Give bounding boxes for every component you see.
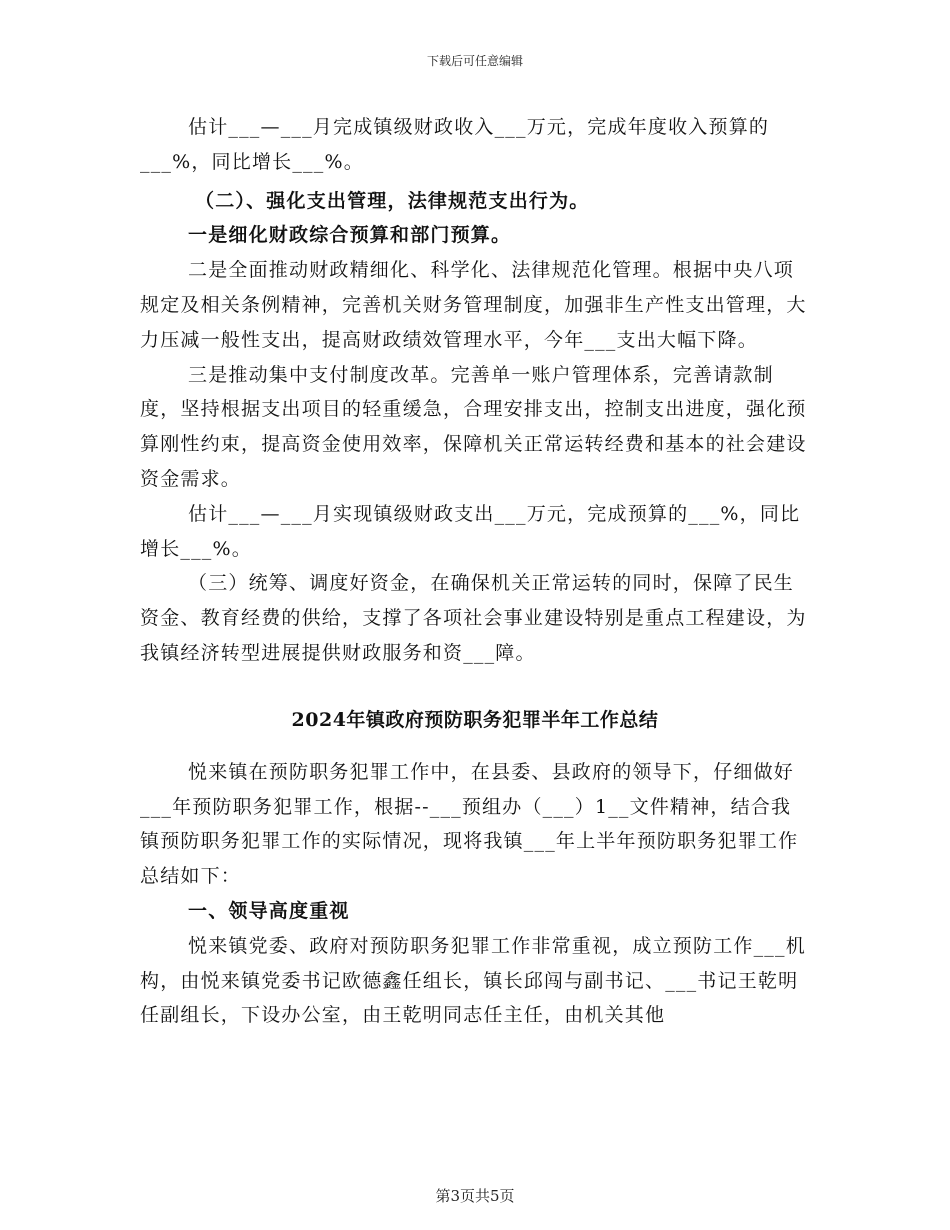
paragraph-leadership: 悦来镇党委、政府对预防职务犯罪工作非常重视，成立预防工作___机构，由悦来镇党委书记欧德鑫任组长，镇长邱闯与副书记、___书记王乾明任副组长，下设办公室，由王乾明同志任主任，由机关其他 <box>140 934 806 1027</box>
section-heading-leadership: 一、领导高度重视 <box>188 899 350 922</box>
page-footer: 第3页共5页 <box>435 1187 515 1205</box>
section-heading-expenditure: （二）、强化支出管理，法律规范支出行为。 <box>195 189 590 212</box>
page-header: 下载后可任意编辑 <box>426 54 523 68</box>
document-title: 2024年镇政府预防职务犯罪半年工作总结 <box>291 708 659 731</box>
paragraph-item-two: 二是全面推动财政精细化、科学化、法律规范化管理。根据中央八项规定及相关条例精神，完善机关财务管理制度，加强非生产性支出管理，大力压减一般性支出，提高财政绩效管理水平，今年___支出大幅下降。 <box>140 259 807 351</box>
paragraph-item-one: 一是细化财政综合预算和部门预算。 <box>188 224 512 247</box>
paragraph-revenue-estimate: 估计___—___月完成镇级财政收入___万元，完成年度收入预算的___%，同比增长___%。 <box>140 116 770 173</box>
paragraph-expenditure-estimate: 估计___—___月实现镇级财政支出___万元，完成预算的___%，同比增长___%。 <box>140 502 801 560</box>
paragraph-item-three: 三是推动集中支付制度改革。完善单一账户管理体系，完善请款制度，坚持根据支出项目的轻重缓急，合理安排支出，控制支出进度，强化预算刚性约束，提高资金使用效率，保障机关正常运转经费和基本的社会建设资金需求。 <box>140 363 807 490</box>
paragraph-funds-coordination: （三）统筹、调度好资金，在确保机关正常运转的同时，保障了民生资金、教育经费的供给，支撑了各项社会事业建设特别是重点工程建设，为我镇经济转型进展提供财政服务和资___障。 <box>140 572 807 664</box>
paragraph-intro: 悦来镇在预防职务犯罪工作中，在县委、县政府的领导下，仔细做好___年预防职务犯罪工作，根据--___预组办（___）1__文件精神，结合我镇预防职务犯罪工作的实际情况，现将我镇___年上半年预防职务犯罪工作总结如下： <box>140 760 799 888</box>
document-body <box>140 110 810 1033</box>
